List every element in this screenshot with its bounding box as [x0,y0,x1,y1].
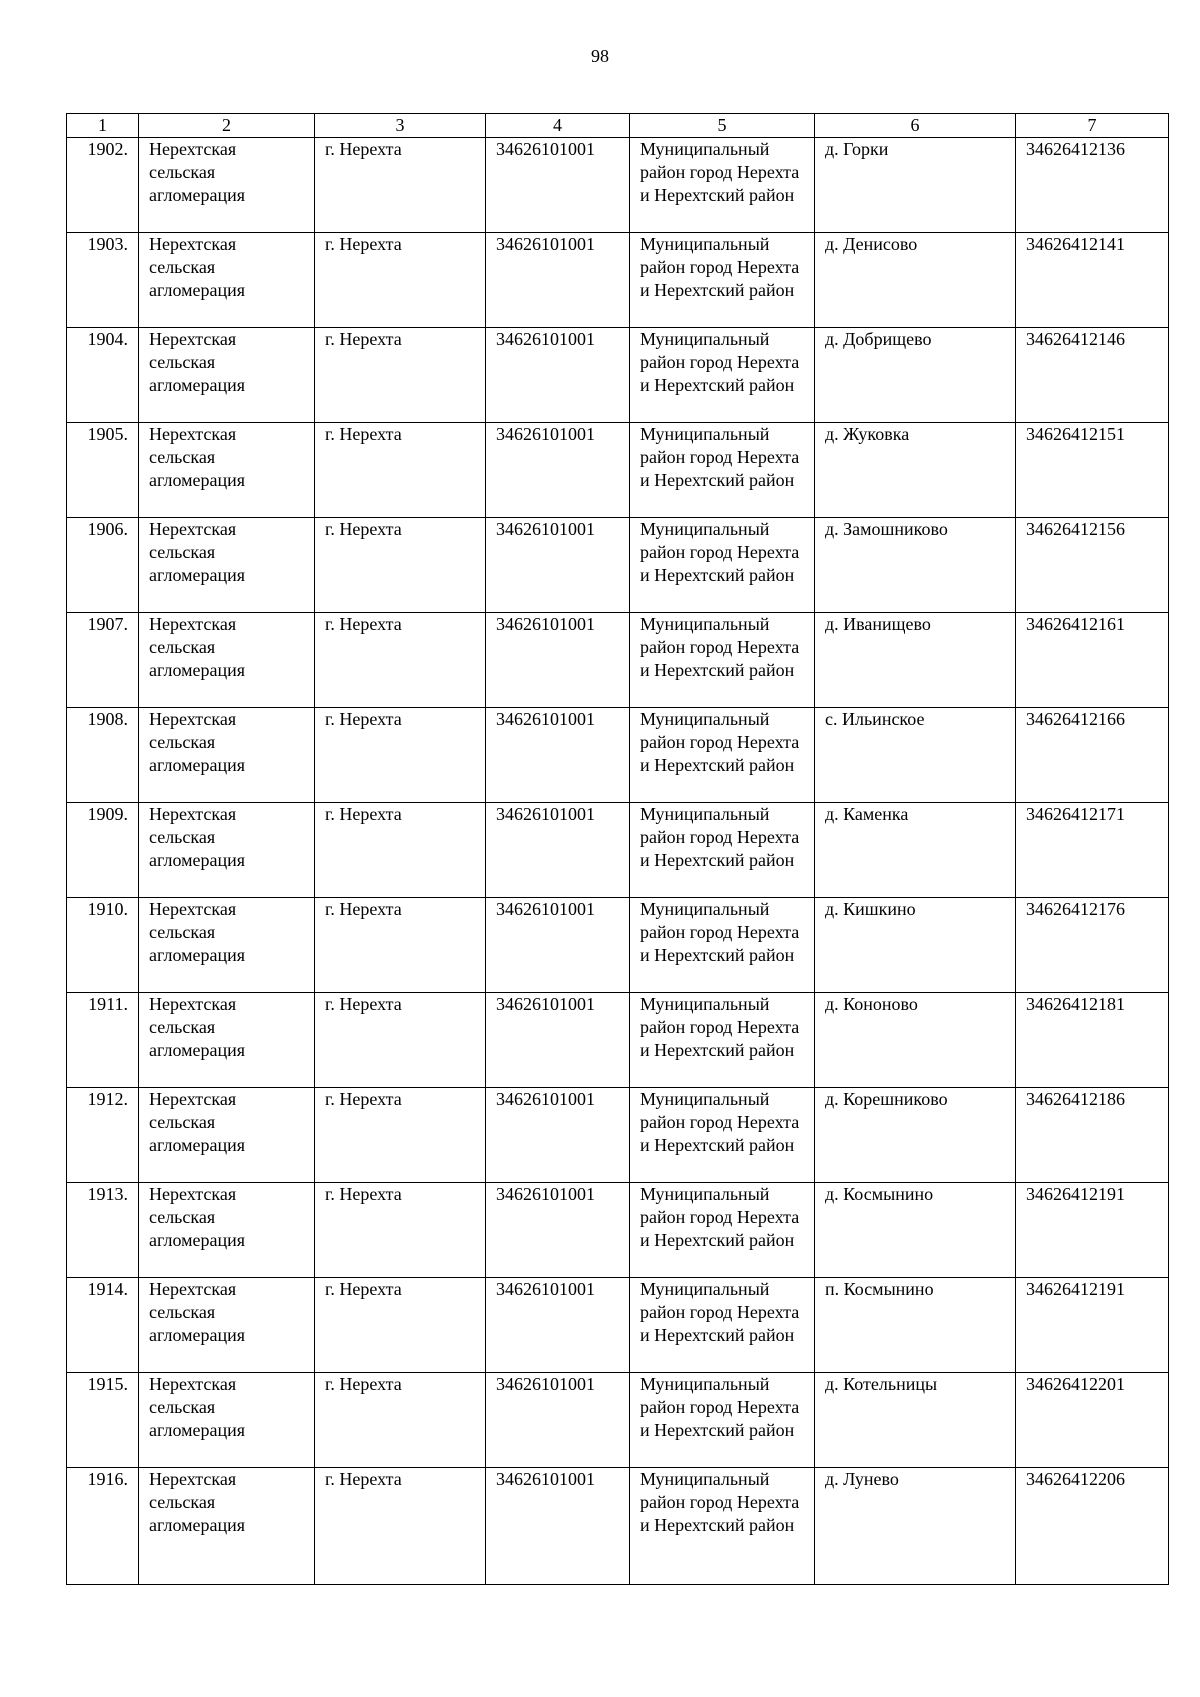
center-code-cell: 34626101001 [486,328,630,423]
settlement-cell: д. Лунево [815,1468,1016,1585]
row-number-cell: 1906. [67,518,139,613]
agglomeration-cell: Нерехтская сельская агломерация [139,233,315,328]
settlement-code-cell: 34626412141 [1016,233,1169,328]
settlement-cell: д. Денисово [815,233,1016,328]
row-number-cell: 1916. [67,1468,139,1585]
center-cell: г. Нерехта [315,803,486,898]
center-code-cell: 34626101001 [486,898,630,993]
settlement-cell: д. Иванищево [815,613,1016,708]
agglomeration-cell: Нерехтская сельская агломерация [139,993,315,1088]
row-number-cell: 1909. [67,803,139,898]
settlements-table [66,113,1169,1585]
row-number-cell: 1904. [67,328,139,423]
row-number-cell: 1902. [67,138,139,233]
center-cell: г. Нерехта [315,1088,486,1183]
table-row [67,138,1169,233]
settlement-cell: д. Добрищево [815,328,1016,423]
row-number-cell: 1910. [67,898,139,993]
settlement-code-cell: 34626412186 [1016,1088,1169,1183]
municipality-cell: Муниципальный район город Нерехта и Нерехтский район [630,1373,815,1468]
row-number-cell: 1905. [67,423,139,518]
municipality-cell: Муниципальный район город Нерехта и Нерехтский район [630,898,815,993]
agglomeration-cell: Нерехтская сельская агломерация [139,803,315,898]
settlement-code-cell: 34626412171 [1016,803,1169,898]
municipality-cell: Муниципальный район город Нерехта и Нерехтский район [630,708,815,803]
settlement-cell: д. Космынино [815,1183,1016,1278]
center-cell: г. Нерехта [315,993,486,1088]
municipality-cell: Муниципальный район город Нерехта и Нерехтский район [630,613,815,708]
settlement-cell: д. Каменка [815,803,1016,898]
center-code-cell: 34626101001 [486,518,630,613]
settlement-code-cell: 34626412191 [1016,1183,1169,1278]
settlement-code-cell: 34626412146 [1016,328,1169,423]
table-row [67,708,1169,803]
center-cell: г. Нерехта [315,518,486,613]
center-cell: г. Нерехта [315,1373,486,1468]
settlement-code-cell: 34626412156 [1016,518,1169,613]
row-number-cell: 1912. [67,1088,139,1183]
column-header-3: 3 [315,114,486,138]
municipality-cell: Муниципальный район город Нерехта и Нерехтский район [630,328,815,423]
agglomeration-cell: Нерехтская сельская агломерация [139,613,315,708]
agglomeration-cell: Нерехтская сельская агломерация [139,1183,315,1278]
center-cell: г. Нерехта [315,898,486,993]
municipality-cell: Муниципальный район город Нерехта и Нерехтский район [630,803,815,898]
table-header-row [67,114,1169,138]
center-cell: г. Нерехта [315,708,486,803]
center-code-cell: 34626101001 [486,613,630,708]
settlement-code-cell: 34626412181 [1016,993,1169,1088]
table-row [67,803,1169,898]
settlement-code-cell: 34626412166 [1016,708,1169,803]
column-header-2: 2 [139,114,315,138]
municipality-cell: Муниципальный район город Нерехта и Нерехтский район [630,1278,815,1373]
settlement-code-cell: 34626412191 [1016,1278,1169,1373]
agglomeration-cell: Нерехтская сельская агломерация [139,423,315,518]
settlement-cell: с. Ильинское [815,708,1016,803]
center-code-cell: 34626101001 [486,1468,630,1585]
center-code-cell: 34626101001 [486,993,630,1088]
settlement-cell: д. Замошниково [815,518,1016,613]
municipality-cell: Муниципальный район город Нерехта и Нерехтский район [630,1088,815,1183]
settlement-code-cell: 34626412201 [1016,1373,1169,1468]
column-header-7: 7 [1016,114,1169,138]
agglomeration-cell: Нерехтская сельская агломерация [139,518,315,613]
settlement-code-cell: 34626412151 [1016,423,1169,518]
center-code-cell: 34626101001 [486,803,630,898]
table-row [67,233,1169,328]
center-cell: г. Нерехта [315,1468,486,1585]
row-number-cell: 1915. [67,1373,139,1468]
row-number-cell: 1908. [67,708,139,803]
center-code-cell: 34626101001 [486,423,630,518]
agglomeration-cell: Нерехтская сельская агломерация [139,1373,315,1468]
agglomeration-cell: Нерехтская сельская агломерация [139,1468,315,1585]
settlement-code-cell: 34626412206 [1016,1468,1169,1585]
center-cell: г. Нерехта [315,1183,486,1278]
page-number: 98 [591,46,609,66]
table-body [67,138,1169,1585]
center-code-cell: 34626101001 [486,138,630,233]
settlement-cell: д. Котельницы [815,1373,1016,1468]
center-code-cell: 34626101001 [486,233,630,328]
row-number-cell: 1911. [67,993,139,1088]
settlement-code-cell: 34626412136 [1016,138,1169,233]
row-number-cell: 1903. [67,233,139,328]
municipality-cell: Муниципальный район город Нерехта и Нерехтский район [630,138,815,233]
table-row [67,898,1169,993]
table-row [67,423,1169,518]
table-row [67,328,1169,423]
settlement-code-cell: 34626412161 [1016,613,1169,708]
center-cell: г. Нерехта [315,613,486,708]
center-code-cell: 34626101001 [486,708,630,803]
center-code-cell: 34626101001 [486,1183,630,1278]
agglomeration-cell: Нерехтская сельская агломерация [139,1278,315,1373]
center-code-cell: 34626101001 [486,1278,630,1373]
settlement-cell: п. Космынино [815,1278,1016,1373]
center-cell: г. Нерехта [315,1278,486,1373]
municipality-cell: Муниципальный район город Нерехта и Нерехтский район [630,518,815,613]
settlement-code-cell: 34626412176 [1016,898,1169,993]
table-row [67,1088,1169,1183]
municipality-cell: Муниципальный район город Нерехта и Нерехтский район [630,1183,815,1278]
agglomeration-cell: Нерехтская сельская агломерация [139,708,315,803]
agglomeration-cell: Нерехтская сельская агломерация [139,328,315,423]
row-number-cell: 1907. [67,613,139,708]
municipality-cell: Муниципальный район город Нерехта и Нерехтский район [630,1468,815,1585]
table-row [67,993,1169,1088]
center-cell: г. Нерехта [315,138,486,233]
municipality-cell: Муниципальный район город Нерехта и Нерехтский район [630,423,815,518]
column-header-6: 6 [815,114,1016,138]
center-cell: г. Нерехта [315,423,486,518]
settlement-cell: д. Кононово [815,993,1016,1088]
center-code-cell: 34626101001 [486,1373,630,1468]
table-row [67,613,1169,708]
row-number-cell: 1914. [67,1278,139,1373]
center-cell: г. Нерехта [315,328,486,423]
agglomeration-cell: Нерехтская сельская агломерация [139,898,315,993]
table-row [67,1373,1169,1468]
center-code-cell: 34626101001 [486,1088,630,1183]
column-header-1: 1 [67,114,139,138]
settlement-cell: д. Кишкино [815,898,1016,993]
settlement-cell: д. Горки [815,138,1016,233]
table-row [67,1278,1169,1373]
settlement-cell: д. Жуковка [815,423,1016,518]
column-header-5: 5 [630,114,815,138]
table-row [67,518,1169,613]
municipality-cell: Муниципальный район город Нерехта и Нерехтский район [630,993,815,1088]
agglomeration-cell: Нерехтская сельская агломерация [139,1088,315,1183]
column-header-4: 4 [486,114,630,138]
center-cell: г. Нерехта [315,233,486,328]
table-row [67,1468,1169,1585]
settlement-cell: д. Корешниково [815,1088,1016,1183]
agglomeration-cell: Нерехтская сельская агломерация [139,138,315,233]
municipality-cell: Муниципальный район город Нерехта и Нерехтский район [630,233,815,328]
table-row [67,1183,1169,1278]
row-number-cell: 1913. [67,1183,139,1278]
